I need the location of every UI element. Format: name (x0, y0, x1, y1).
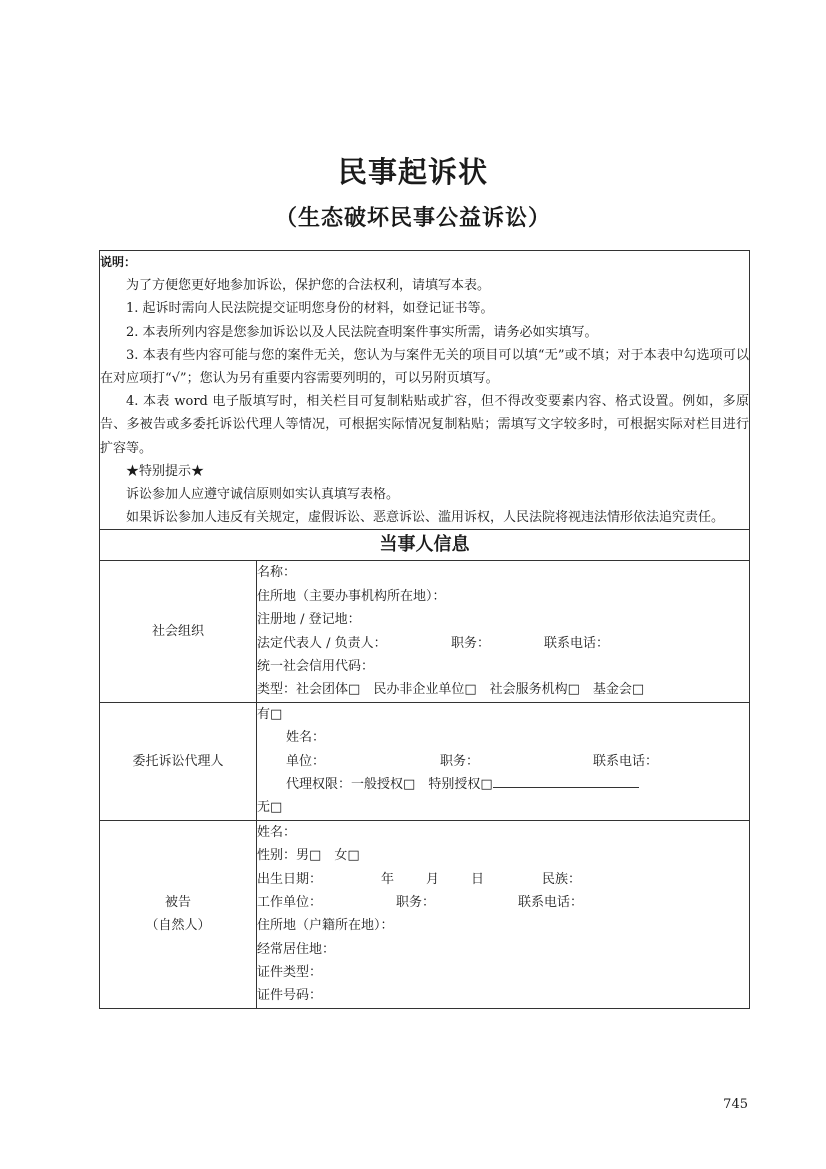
birth-year-label: 年 (381, 871, 395, 887)
agent-has-checkbox[interactable]: 有□ (257, 706, 283, 722)
instruction-item-3: 3. 本表有些内容可能与您的案件无关，您认为与案件无关的项目可以填“无”或不填；对于本表中勾选项可以在对应项打“√”；您认为另有重要内容需要列明的，可以另附页填写。 (100, 347, 750, 387)
defendant-residence-field[interactable]: 住所地（户籍所在地）： (257, 918, 394, 934)
defendant-birth-field[interactable]: 出生日期： (257, 871, 323, 887)
agent-phone-field[interactable]: 联系电话： (593, 753, 659, 769)
page-number: 745 (723, 1097, 748, 1112)
birth-day-label: 日 (471, 871, 485, 887)
org-row-label: 社会组织 (100, 561, 257, 702)
party-info-heading: 当事人信息 (100, 530, 750, 561)
defendant-id-number-field[interactable]: 证件号码： (257, 988, 323, 1004)
instructions-label: 说明： (100, 255, 137, 269)
special-notice-2: 如果诉讼参加人违反有关规定，虚假诉讼、恶意诉讼、滥用诉权，人民法院将视违法情形依法追究责任。 (126, 510, 725, 526)
agent-position-field[interactable]: 职务： (440, 753, 480, 769)
org-type-label: 类型： (257, 682, 297, 698)
org-credit-code-field[interactable]: 统一社会信用代码： (257, 659, 375, 674)
instruction-intro: 为了方便您更好地参加诉讼，保护您的合法权利，请填写本表。 (126, 278, 491, 294)
agent-unit-field[interactable]: 单位： (286, 753, 326, 769)
agent-name-field[interactable]: 姓名： (286, 730, 326, 746)
special-authority-blank-line[interactable] (493, 775, 639, 788)
defendant-position-field[interactable]: 职务： (396, 894, 436, 910)
defendant-name-field[interactable]: 姓名： (257, 824, 297, 840)
org-phone-field[interactable]: 联系电话： (544, 635, 610, 651)
org-registration-field[interactable]: 注册地 / 登记地： (257, 612, 361, 628)
org-position-field[interactable]: 职务： (451, 635, 491, 651)
defendant-female-checkbox[interactable]: 女□ (334, 848, 360, 864)
defendant-id-type-field[interactable]: 证件类型： (257, 965, 323, 981)
org-name-field[interactable]: 名称： (257, 565, 297, 581)
agent-fields (257, 702, 750, 820)
special-notice-heading: ★特别提示★ (126, 463, 205, 479)
defendant-row-label (100, 820, 257, 1008)
instruction-item-4: 4. 本表 word 电子版填写时，相关栏目可复制粘贴或扩容，但不得改变要素内容、格式设置。例如，多原告、多被告或多委托诉讼代理人等情况，可根据实际情况复制粘贴；需填写文字较多时，可根据实际对栏目进行扩容等。 (100, 394, 750, 456)
defendant-male-checkbox[interactable]: 男□ (296, 848, 322, 864)
instructions-cell (100, 251, 750, 530)
document-title: 民事起诉状 (337, 155, 488, 189)
agent-none-checkbox[interactable]: 无□ (257, 800, 283, 816)
defendant-ethnicity-field[interactable]: 民族： (542, 871, 582, 887)
defendant-fields (257, 820, 750, 1008)
org-type-option-foundation[interactable]: 基金会□ (592, 682, 645, 698)
special-notice-1: 诉讼参加人应遵守诚信原则如实认真填写表格。 (126, 487, 400, 503)
org-type-option-private-non-enterprise[interactable]: 民办非企业单位□ (373, 682, 477, 698)
defendant-habitual-residence-field[interactable]: 经常居住地： (257, 941, 336, 957)
complaint-form-table (99, 250, 750, 1009)
instruction-item-2: 2. 本表所列内容是您参加诉讼以及人民法院查明案件事实所需，请务必如实填写。 (126, 324, 598, 340)
defendant-label: 被告 (164, 895, 191, 911)
agent-general-authority-checkbox[interactable]: 一般授权□ (351, 776, 416, 792)
agent-authority-label: 代理权限： (286, 776, 352, 792)
defendant-type-label: （自然人） (145, 918, 211, 934)
birth-month-label: 月 (426, 871, 440, 887)
agent-special-authority-checkbox[interactable]: 特别授权□ (428, 776, 493, 792)
defendant-gender-label: 性别： (257, 848, 297, 864)
instruction-item-1: 1. 起诉时需向人民法院提交证明您身份的材料，如登记证书等。 (126, 301, 494, 317)
org-type-option-social-service[interactable]: 社会服务机构□ (489, 682, 580, 698)
agent-row-label: 委托诉讼代理人 (100, 702, 257, 820)
org-type-option-social-group[interactable]: 社会团体□ (296, 682, 361, 698)
document-subtitle: （生态破坏民事公益诉讼） (274, 206, 551, 231)
org-legal-rep-field[interactable]: 法定代表人 / 负责人： (257, 635, 387, 651)
org-fields (257, 561, 750, 702)
org-residence-field[interactable]: 住所地（主要办事机构所在地）： (257, 588, 446, 604)
defendant-phone-field[interactable]: 联系电话： (518, 894, 584, 910)
defendant-work-unit-field[interactable]: 工作单位： (257, 894, 323, 910)
